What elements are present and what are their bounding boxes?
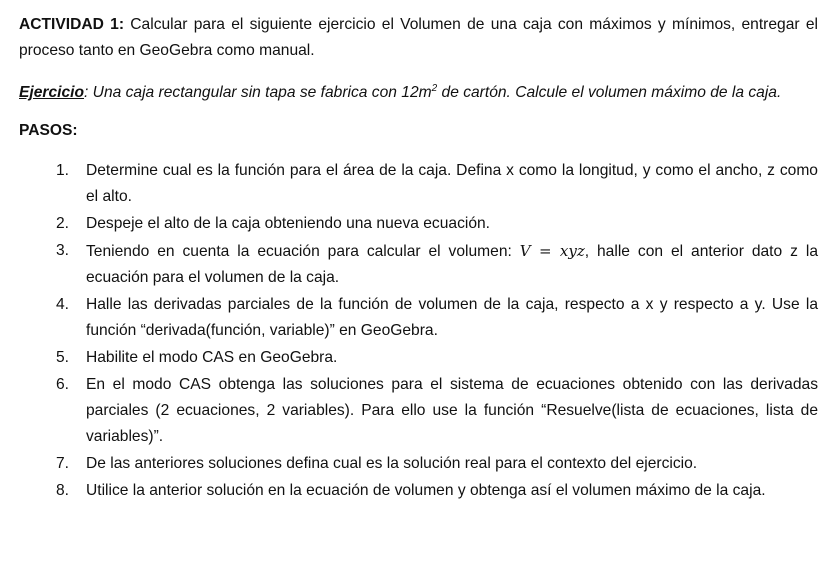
step-item-5 bbox=[19, 345, 818, 371]
step-number: 2. bbox=[56, 215, 70, 233]
activity-text: Calcular para el siguiente ejercicio el Volumen de una caja con máximos y mínimos, entregar el proceso tanto en GeoGebra como manual. bbox=[19, 16, 818, 59]
step-number: 7. bbox=[56, 455, 70, 473]
step-text: Determine cual es la función para el área de la caja. Defina x como la longitud, y como el ancho, z como el alto. bbox=[86, 162, 818, 206]
step-text-after: , halle con el anterior dato z la ecuación para el volumen de la caja. bbox=[86, 243, 818, 287]
step-item-1 bbox=[19, 158, 818, 210]
volume-formula: V = xyz bbox=[519, 242, 585, 261]
step-text: Habilite el modo CAS en GeoGebra. bbox=[86, 349, 338, 367]
exercise-area-value: 12m bbox=[401, 84, 432, 102]
activity-paragraph bbox=[19, 12, 818, 64]
step-item-7 bbox=[19, 451, 818, 477]
step-number: 8. bbox=[56, 482, 70, 500]
step-text: Utilice la anterior solución en la ecuación de volumen y obtenga así el volumen máximo de la caja. bbox=[86, 482, 766, 500]
exercise-area-exponent: 2 bbox=[431, 83, 438, 94]
exercise-text-after: de cartón. Calcule el volumen máximo de la caja. bbox=[437, 84, 782, 102]
step-item-8 bbox=[19, 478, 818, 504]
step-number: 5. bbox=[56, 349, 70, 367]
step-number: 6. bbox=[56, 376, 70, 394]
steps-heading: PASOS: bbox=[19, 122, 78, 140]
step-text: Halle las derivadas parciales de la función de volumen de la caja, respecto a x y respecto a y. Use la función “derivada(función, variable)” en GeoGebra. bbox=[86, 296, 818, 340]
step-number: 3. bbox=[56, 242, 70, 260]
exercise-text-before: : Una caja rectangular sin tapa se fabrica con bbox=[84, 84, 402, 102]
step-item-3 bbox=[19, 238, 818, 291]
step-text-before: Teniendo en cuenta la ecuación para calcular el volumen: bbox=[86, 243, 520, 261]
step-item-6 bbox=[19, 372, 818, 450]
steps-list bbox=[19, 158, 818, 504]
step-number: 4. bbox=[56, 296, 70, 314]
step-item-2 bbox=[19, 211, 818, 237]
step-number: 1. bbox=[56, 162, 70, 180]
activity-label: ACTIVIDAD 1: bbox=[19, 16, 125, 33]
step-text: En el modo CAS obtenga las soluciones para el sistema de ecuaciones obtenido con las derivadas parciales (2 ecuaciones, 2 variables). Para ello use la función “Resuelve(lista de ecuaciones, lista de variables)”. bbox=[86, 376, 818, 446]
step-text: De las anteriores soluciones defina cual es la solución real para el contexto del ejercicio. bbox=[86, 455, 698, 473]
exercise-paragraph bbox=[19, 76, 818, 106]
step-item-4 bbox=[19, 292, 818, 344]
exercise-label: Ejercicio bbox=[19, 84, 85, 102]
step-text: Despeje el alto de la caja obteniendo una nueva ecuación. bbox=[86, 215, 491, 233]
